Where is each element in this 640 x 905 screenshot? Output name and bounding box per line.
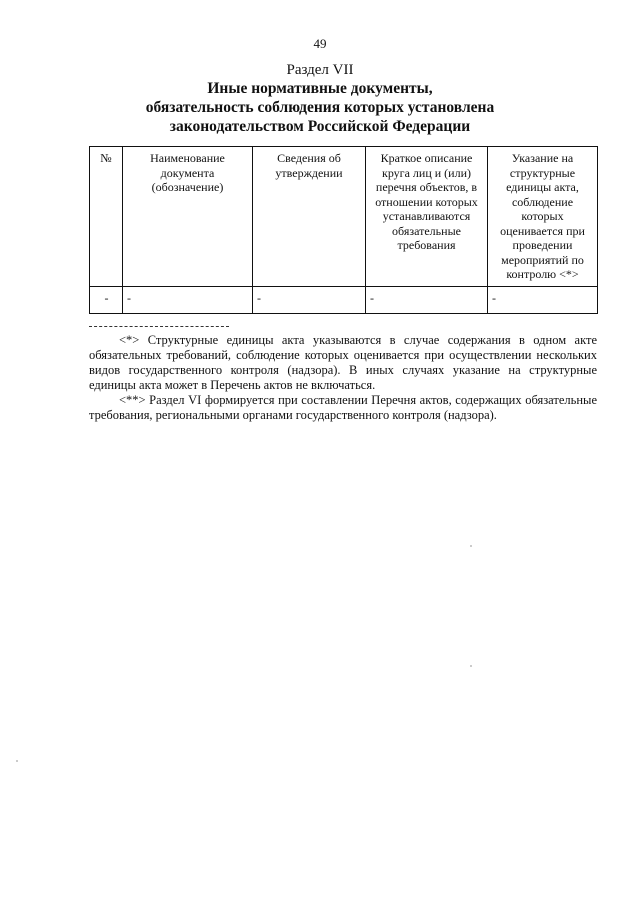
title-line: обязательность соблюдения которых установлена <box>145 99 495 116</box>
header-number: № <box>90 147 123 287</box>
table-cell: - <box>488 286 598 313</box>
header-document-name: Наименование документа (обозначение) <box>123 147 253 287</box>
title-line: законодательством Российской Федерации <box>169 118 471 135</box>
header-scope-description: Краткое описание круга лиц и (или) перечня объектов, в отношении которых устанавливаются обязательные требования <box>366 147 488 287</box>
header-structural-units: Указание на структурные единицы акта, соблюдение которых оценивается при проведении мероприятий по контролю <*> <box>488 147 598 287</box>
table-header-row <box>90 147 598 287</box>
scan-speck <box>470 545 472 547</box>
footnote-separator <box>89 326 229 327</box>
footnotes <box>89 333 597 423</box>
table-row <box>90 286 598 313</box>
section-title <box>60 79 580 136</box>
section-label: Раздел VII <box>286 62 354 78</box>
table-cell: - <box>123 286 253 313</box>
table-cell: - <box>90 286 123 313</box>
table-cell: - <box>253 286 366 313</box>
page-number: 49 <box>313 36 327 51</box>
header-approval-info: Сведения об утверждении <box>253 147 366 287</box>
title-line: Иные нормативные документы, <box>207 80 433 97</box>
table-cell: - <box>366 286 488 313</box>
scan-speck <box>470 665 472 667</box>
documents-table <box>89 146 598 314</box>
footnote: <**> Раздел VI формируется при составлении Перечня актов, содержащих обязательные требования, региональными органами государственного контроля (надзора). <box>89 393 597 422</box>
scan-speck <box>16 760 18 762</box>
footnote: <*> Структурные единицы акта указываются в случае содержания в одном акте обязательных требований, соблюдение которых оценивается при осуществлении нескольких видов государственного контроля (надзора). В иных случаях указание на структурные единицы акта может в Перечень актов не включаться. <box>89 333 597 392</box>
